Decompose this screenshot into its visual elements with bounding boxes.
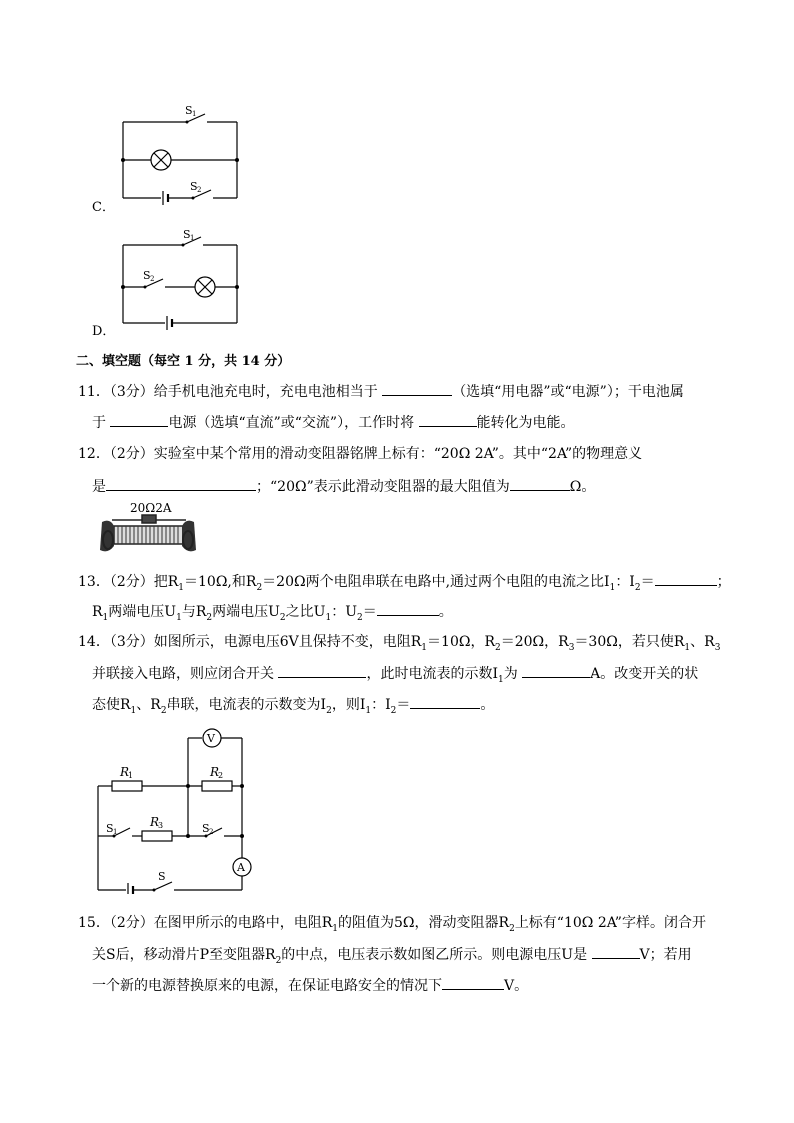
question-12-line-1: 12．（2分）实验室中某个常用的滑动变阻器铭牌上标有：“20Ω 2A”。其中“2A”的物理意义 (78, 446, 643, 462)
question-11-line-2: 于 电源（选填“直流”或“交流”），工作时将 能转化为电能。 (92, 412, 575, 433)
question-number: 15． (78, 915, 110, 931)
question-14-line-3: 态使$R_1$、$R_2$串联，电流表的示数变为$I_2$，则$I_1$：$I_2=$ 。 (92, 694, 494, 721)
question-12-line-2: 是 ；“20Ω”表示此滑动变阻器的最大阻值为 Ω。 (92, 476, 595, 497)
question-13-line-1: 13．（2分）把$R_1=10\Omega$,和$R_2=20\Omega$两个电阻串联在电路中,通过两个电阻的电流之比$I_1$：$I_2=$ ； (78, 571, 731, 598)
answer-blank[interactable] (382, 381, 452, 396)
question-number: 14． (78, 634, 110, 650)
switch-s1-label: S (106, 822, 114, 835)
resistor-r1-sub: 1 (128, 771, 134, 780)
question-number: 13． (78, 574, 110, 590)
rheostat-rating-label: 20Ω2A (130, 501, 172, 515)
switch-s2-label: S (143, 269, 151, 282)
switch-s2-sub: 2 (209, 828, 214, 836)
resistor-r2-label: R (210, 765, 220, 779)
switch-s1-label: S (185, 104, 193, 117)
question-number: 12． (78, 446, 110, 462)
switch-s2-label: S (190, 180, 198, 193)
circuit-option-d (115, 225, 245, 330)
switch-s1-label: S (183, 228, 191, 241)
switch-s-label: S (158, 870, 166, 883)
question-number: 11． (78, 384, 110, 400)
resistor-r3-sub: 3 (158, 821, 164, 830)
answer-blank[interactable] (410, 694, 480, 709)
resistor-r1-label: R (120, 765, 130, 779)
switch-s1-sub: 1 (113, 828, 118, 836)
switch-s1-sub: 1 (190, 234, 195, 242)
question-15-line-2: 关S后，移动滑片P至变阻器$R_2$的中点，电压表示数如图乙所示。则电源电压U是 V；若用 (92, 944, 692, 971)
question-14-line-1: 14．（3分）如图所示，电源电压6V且保持不变，电阻$R_1=10\Omega$，$R_2=20\Omega$，$R_3=30\Omega$，若只使$R_1$、$R_3$ (78, 634, 721, 653)
switch-s2-sub: 2 (197, 186, 202, 194)
question-13-line-2: $R_1$两端电压$U_1$与$R_2$两端电压$U_2$之比$U_1$：$U_2=$ 。 (92, 601, 453, 628)
option-c-label: C． (92, 200, 115, 215)
answer-blank[interactable] (522, 663, 590, 678)
section-title: 二、填空题（每空 1 分，共 14 分） (76, 354, 291, 369)
question-15-line-1: 15．（2分）在图甲所示的电路中，电阻$R_1$的阻值为5Ω，滑动变阻器$R_2$上标有“10Ω 2A”字样。闭合开 (78, 915, 706, 934)
ammeter-label: A (237, 861, 245, 874)
answer-blank[interactable] (377, 601, 439, 616)
question-15-line-3: 一个新的电源替换原来的电源，在保证电路安全的情况下 V。 (92, 975, 528, 996)
circuit-option-c (115, 100, 245, 210)
answer-blank[interactable] (278, 663, 366, 678)
question-11-line-1: 11．（3分）给手机电池充电时，充电电池相当于 （选填“用电器”或“电源”）；干电池属 (78, 381, 684, 402)
answer-blank[interactable] (510, 476, 570, 491)
question-14-line-2: 并联接入电路，则应闭合开关 ，此时电流表的示数$I_1$为 A。改变开关的状 (92, 663, 698, 690)
switch-s2-sub: 2 (150, 275, 155, 283)
answer-blank[interactable] (655, 571, 717, 586)
resistor-r3-label: R (150, 815, 160, 829)
voltmeter-label: V (207, 732, 215, 745)
circuit-question-14 (90, 726, 260, 894)
resistor-r2-sub: 2 (218, 771, 224, 780)
switch-s1-sub: 1 (192, 110, 197, 118)
answer-blank[interactable] (110, 412, 168, 427)
answer-blank[interactable] (442, 975, 504, 990)
answer-blank[interactable] (106, 476, 256, 491)
rheostat-illustration (98, 500, 198, 558)
answer-blank[interactable] (592, 944, 640, 959)
switch-s2-label: S (202, 822, 210, 835)
option-d-label: D． (92, 324, 116, 339)
answer-blank[interactable] (419, 412, 477, 427)
